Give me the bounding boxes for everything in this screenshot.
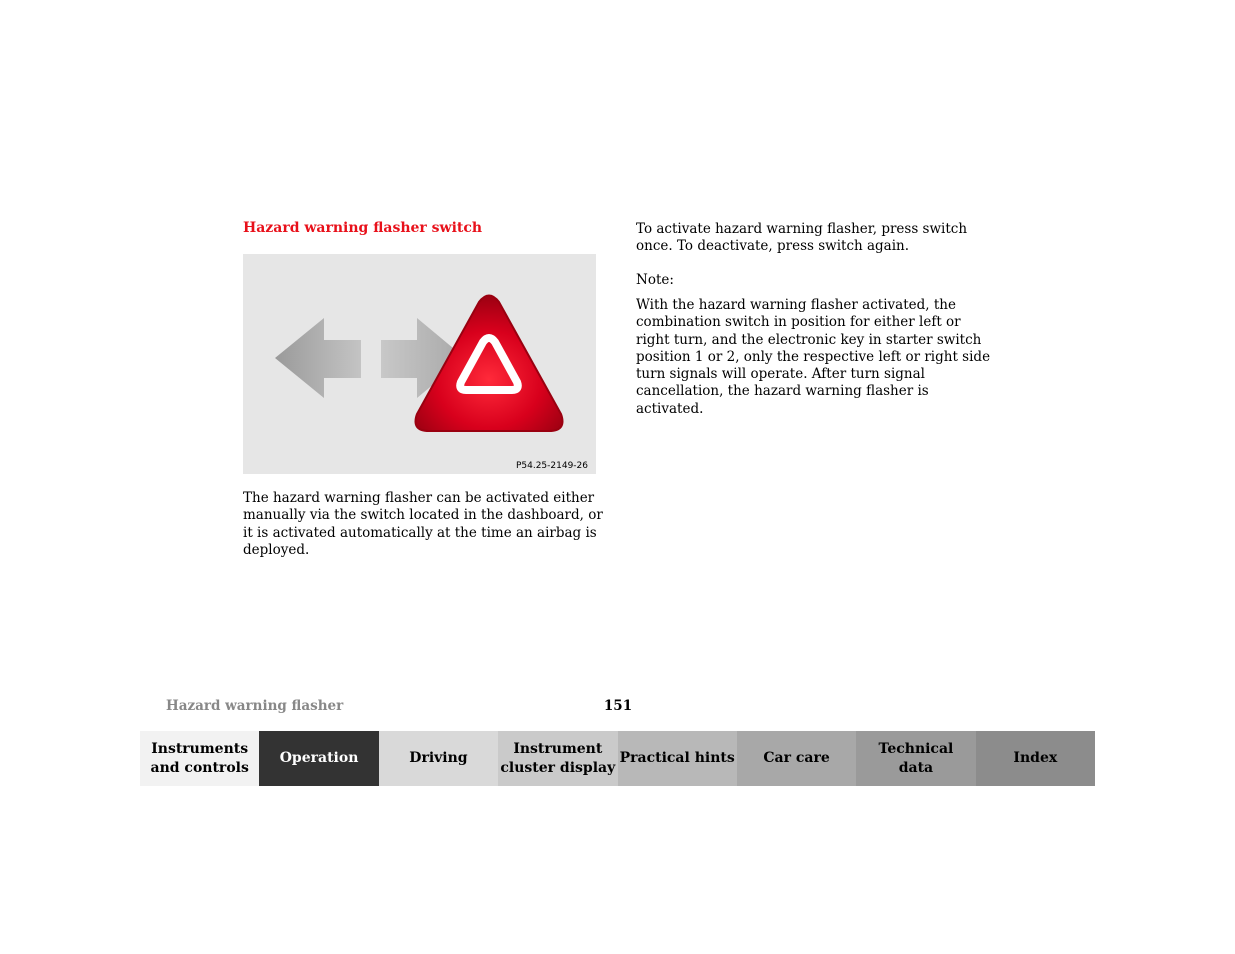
hazard-switch-figure [243, 254, 596, 474]
activation-paragraph: To activate hazard warning flasher, press switch once. To deactivate, press switch again. [636, 221, 968, 255]
section-title: Hazard warning flasher switch [243, 220, 483, 236]
tab-practical-hints[interactable]: Practical hints [618, 731, 737, 786]
tab-car-care[interactable]: Car care [737, 731, 856, 786]
tab-operation[interactable]: Operation [259, 731, 378, 786]
tab-instruments-and-controls[interactable]: Instruments and controls [140, 731, 259, 786]
left-paragraph: The hazard warning flasher can be activated either manually via the switch located in the dashboard, or it is activated automatically at the time an airbag is deployed. [243, 490, 603, 558]
footer-section-name: Hazard warning flasher [166, 698, 344, 714]
tab-instrument-cluster-display[interactable]: Instrument cluster display [498, 731, 617, 786]
note-paragraph: With the hazard warning flasher activated, the combination switch in position for either left or right turn, and the electronic key in starter switch position 1 or 2, only the respective left or right side turn signals will operate. After turn signal cancellation, the hazard warning flasher is activated. [636, 297, 991, 417]
chapter-navigation [140, 731, 1095, 786]
tab-driving[interactable]: Driving [379, 731, 498, 786]
tab-index[interactable]: Index [976, 731, 1095, 786]
note-label: Note: [636, 272, 674, 288]
figure-code: P54.25-2149-26 [515, 461, 588, 471]
page-number: 151 [603, 698, 633, 714]
tab-technical-data[interactable]: Technical data [856, 731, 975, 786]
left-arrow-icon [275, 318, 361, 398]
